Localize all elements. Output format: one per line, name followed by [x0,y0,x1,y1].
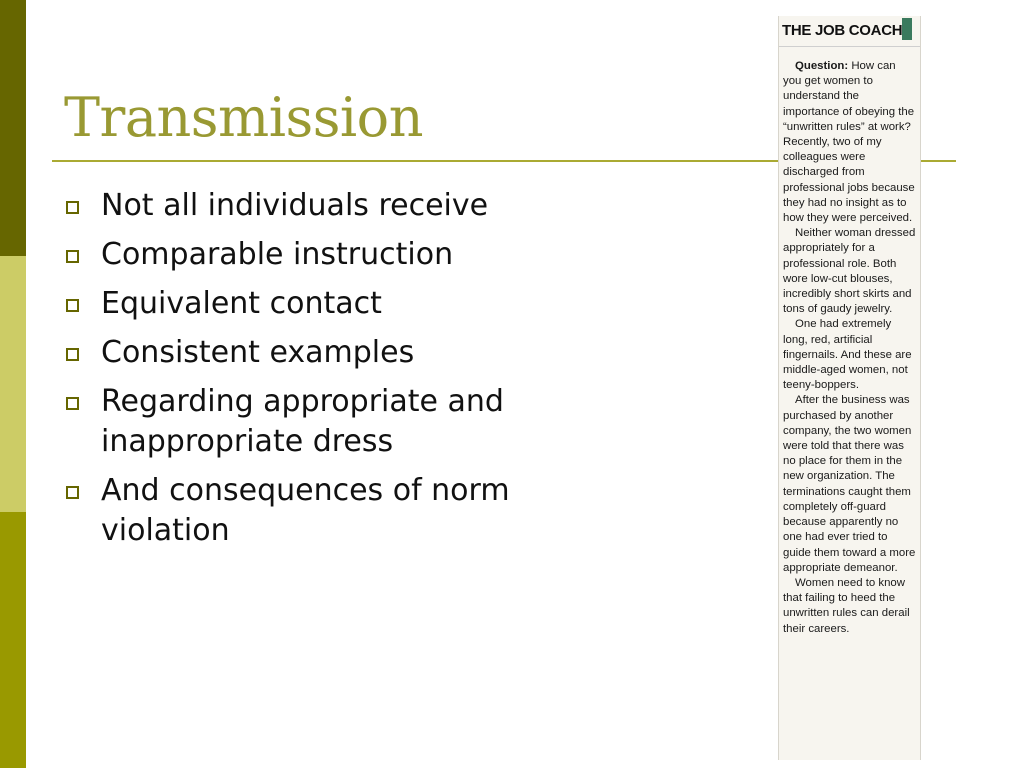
bullet-item [64,382,584,462]
square-bullet-icon [66,201,79,214]
clipping-paragraph: After the business was purchased by another company, the two women were told that there was no place for them in the new organization. The terminations caught them completely off-guard because apparently no one had ever tried to guide them toward a more appropriate demeanor. [783,394,916,574]
question-label: Question: [795,60,849,72]
square-bullet-icon [66,250,79,263]
square-bullet-icon [66,299,79,312]
bullet-item [64,471,584,551]
newspaper-clipping [778,16,921,760]
clipping-header [779,16,920,47]
clipping-question [783,59,916,226]
bullet-text: Regarding appropriate and inappropriate dress [101,384,504,459]
clipping-paragraph: One had extremely long, red, artificial fingernails. And these are middle-aged women, not teeny-boppers. [783,318,912,392]
square-bullet-icon [66,348,79,361]
clipping-body [779,47,920,637]
bullet-text: Comparable instruction [101,237,454,272]
bullet-item [64,235,584,275]
column-marker-icon [902,18,912,40]
bullet-item [64,284,584,324]
bullet-text: Consistent examples [101,335,415,370]
question-text: How can you get women to understand the importance of obeying the “unwritten rules” at work? Recently, two of my colleagues were discharged from professional jobs because they had no insight as to how they were perceived. [783,60,915,225]
bullet-text: Equivalent contact [101,286,382,321]
clipping-title: THE JOB COACH [782,22,903,39]
bullet-list [64,186,584,560]
sidebar-segment-bottom [0,512,26,768]
sidebar-segment-top [0,0,26,256]
square-bullet-icon [66,397,79,410]
bullet-item [64,186,584,226]
bullet-text: And consequences of norm violation [101,473,510,548]
sidebar-segment-middle [0,256,26,512]
slide-title: Transmission [64,86,423,149]
bullet-item [64,333,584,373]
square-bullet-icon [66,486,79,499]
sidebar-color-bar [0,0,26,768]
clipping-paragraph: Neither woman dressed appropriately for a professional role. Both wore low-cut blouses, incredibly short skirts and tons of gaudy jewelry. [783,227,916,316]
clipping-paragraph: Women need to know that failing to heed the unwritten rules can derail their careers. [783,576,910,635]
bullet-text: Not all individuals receive [101,188,489,223]
